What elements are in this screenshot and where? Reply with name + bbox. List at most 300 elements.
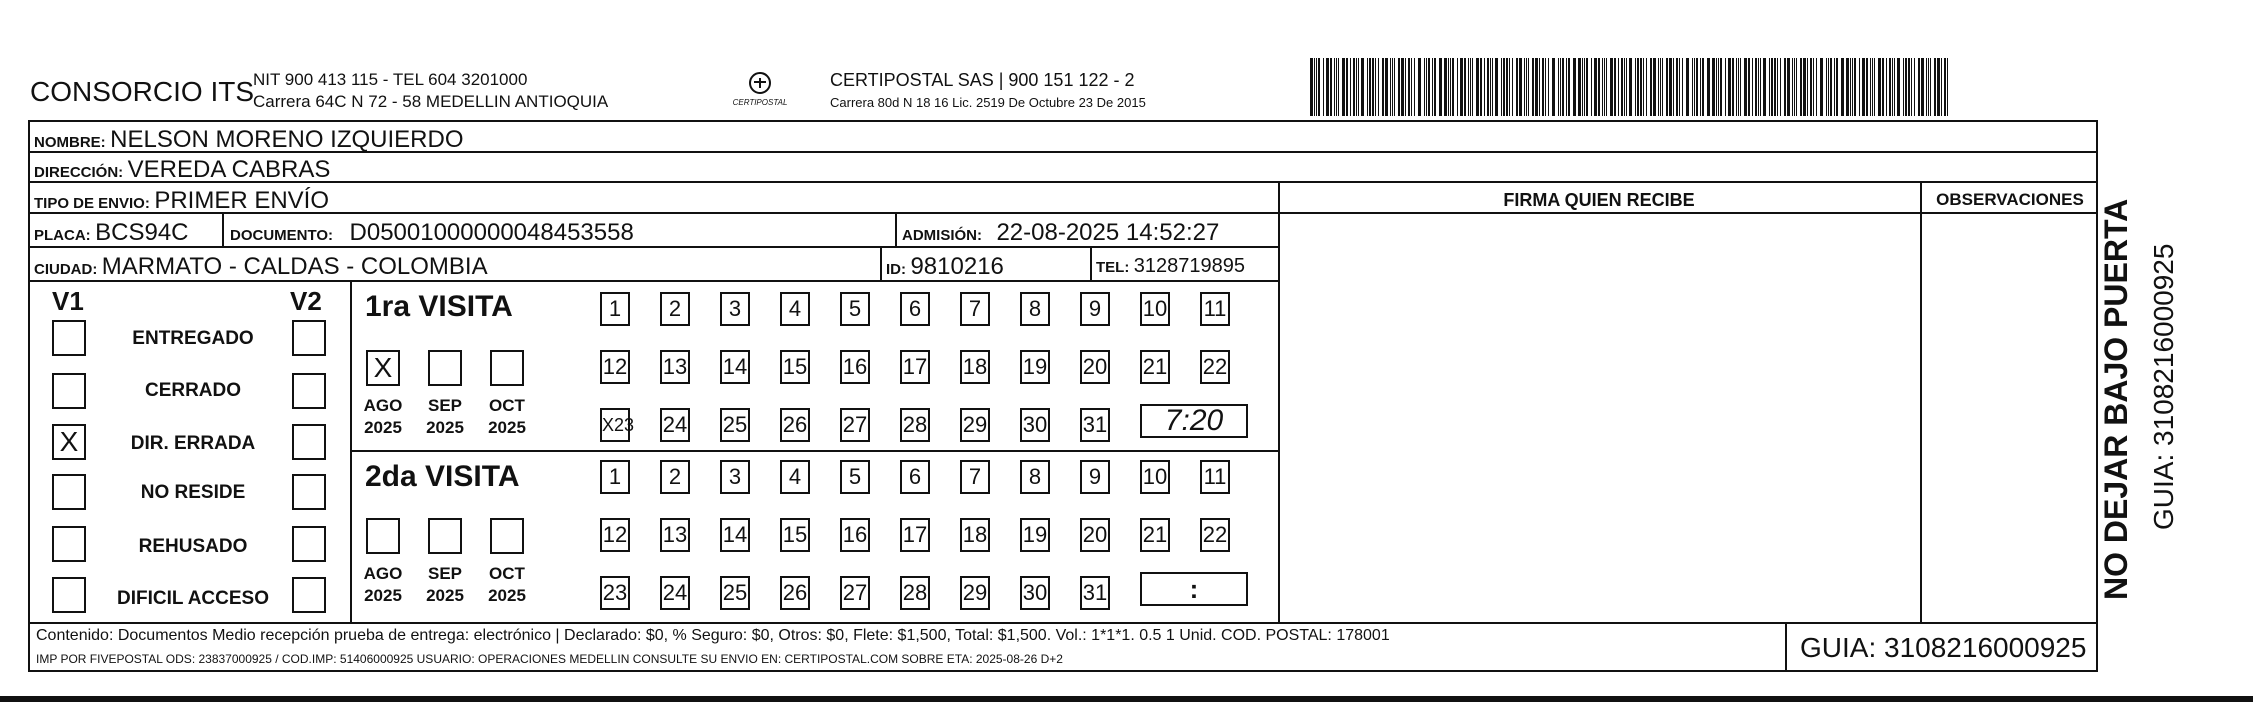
barcode-bar bbox=[1545, 58, 1546, 116]
visit2-day-31[interactable]: 31 bbox=[1080, 576, 1110, 610]
nombre-row bbox=[34, 126, 464, 154]
barcode-bar bbox=[1369, 58, 1371, 116]
visit2-day-22[interactable]: 22 bbox=[1200, 518, 1230, 552]
barcode bbox=[1310, 58, 1950, 116]
barcode-bar bbox=[1928, 58, 1929, 116]
visit2-day-28[interactable]: 28 bbox=[900, 576, 930, 610]
barcode-bar bbox=[1774, 58, 1776, 116]
v1-entregado-checkbox[interactable] bbox=[52, 320, 86, 356]
placa-label: PLACA: bbox=[34, 227, 91, 244]
barcode-bar bbox=[1604, 58, 1605, 116]
visit2-day-5[interactable]: 5 bbox=[840, 460, 870, 494]
visit1-day-28[interactable]: 28 bbox=[900, 408, 930, 442]
company-address: Carrera 64C N 72 - 58 MEDELLIN ANTIOQUIA bbox=[253, 92, 609, 111]
barcode-bar bbox=[1353, 58, 1355, 116]
v1-label: V1 bbox=[52, 286, 84, 316]
barcode-bar bbox=[1598, 58, 1600, 116]
visit2-day-13[interactable]: 13 bbox=[660, 518, 690, 552]
barcode-bar bbox=[1394, 58, 1395, 116]
visit1-month-sep-checkbox[interactable] bbox=[428, 350, 462, 386]
barcode-bar bbox=[1318, 58, 1320, 116]
barcode-bar bbox=[1676, 58, 1678, 116]
barcode-bar bbox=[1744, 58, 1747, 116]
barcode-bar bbox=[1810, 58, 1812, 116]
barcode-bar bbox=[1769, 58, 1770, 116]
firma-area[interactable] bbox=[1280, 214, 1918, 620]
barcode-bar bbox=[1760, 58, 1761, 116]
footer-print-info: IMP POR FIVEPOSTAL ODS: 23837000925 / COD.IMP: 51406000925 USUARIO: OPERACIONES MEDELLIN CONSULTE SU ENVIO EN: CERTIPOSTAL.COM SOBRE ETA: 2025-08-26 D+2 bbox=[36, 652, 1063, 666]
barcode-bar bbox=[1372, 58, 1374, 116]
carrier-license: Carrera 80d N 18 16 Lic. 2519 De Octubre 23 De 2015 bbox=[830, 95, 1146, 110]
barcode-bar bbox=[1926, 58, 1927, 116]
barcode-bar bbox=[1669, 58, 1672, 116]
barcode-bar bbox=[1385, 58, 1388, 116]
barcode-bar bbox=[1506, 58, 1508, 116]
barcode-bar bbox=[1346, 58, 1348, 116]
barcode-bar bbox=[1452, 58, 1454, 116]
barcode-bar bbox=[1792, 58, 1793, 116]
barcode-bar bbox=[1316, 58, 1317, 116]
barcode-bar bbox=[1894, 58, 1895, 116]
visit2-day-4[interactable]: 4 bbox=[780, 460, 810, 494]
documento-label: DOCUMENTO: bbox=[230, 227, 334, 244]
barcode-bar bbox=[1870, 58, 1871, 116]
barcode-bar bbox=[1326, 58, 1329, 116]
barcode-bar bbox=[1624, 58, 1625, 116]
barcode-bar bbox=[1424, 58, 1425, 116]
barcode-bar bbox=[1464, 58, 1466, 116]
company-name: CONSORCIO ITS bbox=[30, 76, 255, 107]
visit1-day-2[interactable]: 2 bbox=[660, 292, 690, 326]
visit2-day-19[interactable]: 19 bbox=[1020, 518, 1050, 552]
tel-label: TEL: bbox=[1096, 259, 1130, 276]
barcode-bar bbox=[1434, 58, 1436, 116]
observaciones-area[interactable] bbox=[1922, 214, 2096, 620]
visit1-month-oct-checkbox[interactable] bbox=[490, 350, 524, 386]
visit1-day-6[interactable]: 6 bbox=[900, 292, 930, 326]
barcode-bar bbox=[1830, 58, 1832, 116]
visit1-day-9[interactable]: 9 bbox=[1080, 292, 1110, 326]
barcode-bar bbox=[1428, 58, 1430, 116]
visit2-day-20[interactable]: 20 bbox=[1080, 518, 1110, 552]
visit1-day-21[interactable]: 21 bbox=[1140, 350, 1170, 384]
visit1-day-3[interactable]: 3 bbox=[720, 292, 750, 326]
barcode-bar bbox=[1635, 58, 1636, 116]
barcode-bar bbox=[1740, 58, 1741, 116]
barcode-bar bbox=[1653, 58, 1656, 116]
visit1-day-10[interactable]: 10 bbox=[1140, 292, 1170, 326]
barcode-bar bbox=[1310, 58, 1313, 116]
barcode-bar bbox=[1408, 58, 1410, 116]
barcode-bar bbox=[1889, 58, 1891, 116]
barcode-bar bbox=[1584, 58, 1585, 116]
visit2-day-23[interactable]: 23 bbox=[600, 576, 630, 610]
barcode-bar bbox=[1542, 58, 1544, 116]
visit1-day-13[interactable]: 13 bbox=[660, 350, 690, 384]
barcode-bar bbox=[1836, 58, 1838, 116]
barcode-bar bbox=[1426, 58, 1427, 116]
barcode-bar bbox=[1560, 58, 1561, 116]
v2-label: V2 bbox=[290, 286, 322, 316]
barcode-bar bbox=[1834, 58, 1835, 116]
barcode-bar bbox=[1748, 58, 1750, 116]
nombre-label: NOMBRE: bbox=[34, 134, 106, 151]
barcode-bar bbox=[1682, 58, 1683, 116]
barcode-bar bbox=[1777, 58, 1778, 116]
barcode-bar bbox=[1314, 58, 1315, 116]
barcode-bar bbox=[1758, 58, 1759, 116]
carrier-info: CERTIPOSTAL SAS | 900 151 122 - 2 bbox=[830, 70, 1135, 90]
admision-row bbox=[902, 219, 1219, 247]
ciudad-value: MARMATO - CALDAS - COLOMBIA bbox=[101, 253, 488, 280]
v2-dir-errada-checkbox[interactable] bbox=[292, 424, 326, 460]
visit2-day-24[interactable]: 24 bbox=[660, 576, 690, 610]
v2-cerrado-checkbox[interactable] bbox=[292, 373, 326, 409]
barcode-bar bbox=[1532, 58, 1534, 116]
barcode-bar bbox=[1470, 58, 1471, 116]
barcode-bar bbox=[1342, 58, 1345, 116]
v1-dificil-acceso-checkbox[interactable] bbox=[52, 577, 86, 613]
barcode-bar bbox=[1826, 58, 1827, 116]
barcode-bar bbox=[1914, 58, 1915, 116]
barcode-bar bbox=[1629, 58, 1632, 116]
logo-text: CERTIPOSTAL bbox=[732, 98, 788, 107]
barcode-bar bbox=[1503, 58, 1505, 116]
barcode-bar bbox=[1944, 58, 1946, 116]
status-cerrado: CERRADO bbox=[144, 380, 242, 401]
visit1-day-25[interactable]: 25 bbox=[720, 408, 750, 442]
barcode-bar bbox=[1679, 58, 1680, 116]
visit2-day-25[interactable]: 25 bbox=[720, 576, 750, 610]
barcode-bar bbox=[1700, 58, 1701, 116]
barcode-bar bbox=[1401, 58, 1404, 116]
visit1-day-5[interactable]: 5 bbox=[840, 292, 870, 326]
barcode-bar bbox=[1460, 58, 1463, 116]
barcode-bar bbox=[1480, 58, 1482, 116]
barcode-bar bbox=[1732, 58, 1734, 116]
visit1-day-15[interactable]: 15 bbox=[780, 350, 810, 384]
side-warning: NO DEJAR BAJO PUERTA bbox=[2098, 198, 2134, 600]
visit1-day-1[interactable]: 1 bbox=[600, 292, 630, 326]
barcode-bar bbox=[1862, 58, 1865, 116]
status-rehusado: REHUSADO bbox=[138, 536, 248, 557]
tel-row bbox=[1096, 255, 1245, 278]
visit2-day-6[interactable]: 6 bbox=[900, 460, 930, 494]
barcode-bar bbox=[1418, 58, 1421, 116]
barcode-bar bbox=[1330, 58, 1332, 116]
barcode-bar bbox=[1852, 58, 1853, 116]
barcode-bar bbox=[1850, 58, 1851, 116]
visit1-day-30[interactable]: 30 bbox=[1020, 408, 1050, 442]
barcode-bar bbox=[1606, 58, 1607, 116]
status-entregado: ENTREGADO bbox=[132, 328, 254, 349]
barcode-bar bbox=[1694, 58, 1695, 116]
visit2-day-7[interactable]: 7 bbox=[960, 460, 990, 494]
barcode-bar bbox=[1350, 58, 1351, 116]
v1-cerrado-checkbox[interactable] bbox=[52, 373, 86, 409]
barcode-bar bbox=[1602, 58, 1603, 116]
direccion-row bbox=[34, 156, 330, 184]
barcode-bar bbox=[1807, 58, 1808, 116]
barcode-bar bbox=[1594, 58, 1597, 116]
barcode-bar bbox=[1712, 58, 1715, 116]
visit1-month-oct-label: OCT 2025 bbox=[488, 396, 526, 437]
barcode-bar bbox=[1472, 58, 1473, 116]
visit2-day-9[interactable]: 9 bbox=[1080, 460, 1110, 494]
admision-value: 22-08-2025 14:52:27 bbox=[996, 219, 1220, 246]
v2-rehusado-checkbox[interactable] bbox=[292, 526, 326, 562]
visit1-day-18[interactable]: 18 bbox=[960, 350, 990, 384]
barcode-bar bbox=[1846, 58, 1849, 116]
barcode-bar bbox=[1803, 58, 1806, 116]
barcode-bar bbox=[1382, 58, 1384, 116]
ciudad-label: CIUDAD: bbox=[34, 261, 98, 278]
visit2-month-sep-checkbox[interactable] bbox=[428, 518, 462, 554]
barcode-bar bbox=[1780, 58, 1781, 116]
barcode-bar bbox=[1405, 58, 1406, 116]
visit1-day-12[interactable]: 12 bbox=[600, 350, 630, 384]
id-row bbox=[886, 253, 1004, 281]
barcode-bar bbox=[1367, 58, 1368, 116]
barcode-bar bbox=[1578, 58, 1581, 116]
barcode-bar bbox=[1414, 58, 1415, 116]
barcode-bar bbox=[1686, 58, 1689, 116]
visit2-month-ago-label: AGO 2025 bbox=[363, 564, 403, 605]
barcode-bar bbox=[1621, 58, 1623, 116]
barcode-bar bbox=[1487, 58, 1489, 116]
firma-label: FIRMA QUIEN RECIBE bbox=[1503, 190, 1695, 210]
visit1-day-4[interactable]: 4 bbox=[780, 292, 810, 326]
visit1-title: 1ra VISITA bbox=[365, 290, 513, 323]
barcode-bar bbox=[1586, 58, 1588, 116]
footer-contents: Contenido: Documentos Medio recepción prueba de entrega: electrónico | Declarado: $0, % Seguro: $0, Otros: $0, Flete: $1,500, Total: $1,500. Vol.: 1*1*1. 0.5 1 Unid. COD. POSTAL: 178001 bbox=[36, 627, 1390, 644]
tipo-value: PRIMER ENVÍO bbox=[154, 187, 330, 214]
visit2-day-17[interactable]: 17 bbox=[900, 518, 930, 552]
barcode-bar bbox=[1828, 58, 1829, 116]
barcode-bar bbox=[1552, 58, 1555, 116]
v1-rehusado-checkbox[interactable] bbox=[52, 526, 86, 562]
visit1-day-20[interactable]: 20 bbox=[1080, 350, 1110, 384]
barcode-bar bbox=[1501, 58, 1502, 116]
barcode-bar bbox=[1582, 58, 1583, 116]
barcode-bar bbox=[1921, 58, 1924, 116]
barcode-bar bbox=[1905, 58, 1907, 116]
visit1-day-17[interactable]: 17 bbox=[900, 350, 930, 384]
visit1-day-8[interactable]: 8 bbox=[1020, 292, 1050, 326]
barcode-bar bbox=[1490, 58, 1491, 116]
barcode-bar bbox=[1725, 58, 1726, 116]
barcode-bar bbox=[1859, 58, 1860, 116]
barcode-bar bbox=[1752, 58, 1753, 116]
barcode-bar bbox=[1800, 58, 1802, 116]
barcode-bar bbox=[1334, 58, 1335, 116]
visit2-title: 2da VISITA bbox=[365, 460, 520, 493]
placa-row bbox=[34, 219, 189, 247]
visit2-day-12[interactable]: 12 bbox=[600, 518, 630, 552]
barcode-bar bbox=[1755, 58, 1757, 116]
visit2-day-16[interactable]: 16 bbox=[840, 518, 870, 552]
barcode-bar bbox=[1323, 58, 1324, 116]
barcode-bar bbox=[1457, 58, 1458, 116]
visit2-day-30[interactable]: 30 bbox=[1020, 576, 1050, 610]
id-label: ID: bbox=[886, 261, 906, 278]
barcode-bar bbox=[1476, 58, 1479, 116]
ciudad-row bbox=[34, 253, 488, 281]
visit1-day-27[interactable]: 27 bbox=[840, 408, 870, 442]
visit1-day-31[interactable]: 31 bbox=[1080, 408, 1110, 442]
barcode-bar bbox=[1468, 58, 1469, 116]
visit2-day-1[interactable]: 1 bbox=[600, 460, 630, 494]
visit1-day-29[interactable]: 29 bbox=[960, 408, 990, 442]
barcode-bar bbox=[1646, 58, 1647, 116]
barcode-bar bbox=[1934, 58, 1936, 116]
barcode-bar bbox=[1738, 58, 1739, 116]
barcode-bar bbox=[1660, 58, 1661, 116]
visit1-month-sep-label: SEP 2025 bbox=[426, 396, 464, 437]
barcode-bar bbox=[1816, 58, 1817, 116]
barcode-bar bbox=[1878, 58, 1881, 116]
barcode-bar bbox=[1882, 58, 1884, 116]
visit2-day-10[interactable]: 10 bbox=[1140, 460, 1170, 494]
visit2-day-15[interactable]: 15 bbox=[780, 518, 810, 552]
barcode-bar bbox=[1444, 58, 1447, 116]
barcode-bar bbox=[1911, 58, 1912, 116]
visit1-month-ago-checkbox[interactable]: X bbox=[366, 350, 400, 386]
barcode-bar bbox=[1886, 58, 1887, 116]
visit1-day-23[interactable]: X23 bbox=[600, 408, 630, 442]
barcode-bar bbox=[1720, 58, 1722, 116]
barcode-bar bbox=[1841, 58, 1844, 116]
visit2-day-11[interactable]: 11 bbox=[1200, 460, 1230, 494]
barcode-bar bbox=[1562, 58, 1564, 116]
visit2-day-29[interactable]: 29 bbox=[960, 576, 990, 610]
barcode-bar bbox=[1903, 58, 1904, 116]
barcode-bar bbox=[1484, 58, 1485, 116]
admision-label: ADMISIÓN: bbox=[902, 227, 982, 244]
visit2-day-27[interactable]: 27 bbox=[840, 576, 870, 610]
barcode-bar bbox=[1526, 58, 1527, 116]
barcode-bar bbox=[1897, 58, 1900, 116]
visit2-day-14[interactable]: 14 bbox=[720, 518, 750, 552]
barcode-bar bbox=[1908, 58, 1910, 116]
barcode-bar bbox=[1358, 58, 1359, 116]
visit2-month-ago-checkbox[interactable] bbox=[366, 518, 400, 554]
visit2-time-field[interactable]: : bbox=[1140, 572, 1248, 606]
barcode-bar bbox=[1892, 58, 1893, 116]
tel-value: 3128719895 bbox=[1133, 255, 1246, 277]
documento-value: D05001000000048453558 bbox=[349, 219, 634, 246]
barcode-bar bbox=[1784, 58, 1786, 116]
status-no-reside: NO RESIDE bbox=[140, 482, 246, 503]
barcode-bar bbox=[1495, 58, 1498, 116]
visit1-day-19[interactable]: 19 bbox=[1020, 350, 1050, 384]
barcode-bar bbox=[1566, 58, 1567, 116]
visit1-day-11[interactable]: 11 bbox=[1200, 292, 1230, 326]
barcode-bar bbox=[1673, 58, 1674, 116]
placa-value: BCS94C bbox=[95, 219, 189, 246]
barcode-bar bbox=[1796, 58, 1797, 116]
barcode-bar bbox=[1736, 58, 1737, 116]
barcode-bar bbox=[1338, 58, 1339, 116]
barcode-bar bbox=[1874, 58, 1875, 116]
barcode-bar bbox=[1728, 58, 1731, 116]
visit2-month-oct-checkbox[interactable] bbox=[490, 518, 524, 554]
visit1-month-ago-label: AGO 2025 bbox=[363, 396, 403, 437]
tipo-row bbox=[34, 187, 329, 215]
v2-entregado-checkbox[interactable] bbox=[292, 320, 326, 356]
barcode-bar bbox=[1941, 58, 1942, 116]
visit1-day-26[interactable]: 26 bbox=[780, 408, 810, 442]
barcode-bar bbox=[1707, 58, 1710, 116]
visit2-day-26[interactable]: 26 bbox=[780, 576, 810, 610]
footer-guia: GUIA: 3108216000925 bbox=[1800, 632, 2087, 663]
v1-no-reside-checkbox[interactable] bbox=[52, 474, 86, 510]
barcode-bar bbox=[1378, 58, 1379, 116]
visit1-day-7[interactable]: 7 bbox=[960, 292, 990, 326]
barcode-bar bbox=[1375, 58, 1376, 116]
direccion-label: DIRECCIÓN: bbox=[34, 164, 124, 181]
barcode-bar bbox=[1872, 58, 1873, 116]
barcode-bar bbox=[1937, 58, 1940, 116]
barcode-bar bbox=[1626, 58, 1627, 116]
barcode-bar bbox=[1716, 58, 1717, 116]
observaciones-label: OBSERVACIONES bbox=[1936, 190, 2084, 209]
barcode-bar bbox=[1568, 58, 1570, 116]
barcode-bar bbox=[1573, 58, 1576, 116]
barcode-bar bbox=[1411, 58, 1412, 116]
barcode-bar bbox=[1763, 58, 1766, 116]
barcode-bar bbox=[1918, 58, 1920, 116]
visit1-day-14[interactable]: 14 bbox=[720, 350, 750, 384]
barcode-bar bbox=[1610, 58, 1613, 116]
visit1-day-24[interactable]: 24 bbox=[660, 408, 690, 442]
visit2-day-3[interactable]: 3 bbox=[720, 460, 750, 494]
barcode-bar bbox=[1450, 58, 1451, 116]
barcode-bar bbox=[1512, 58, 1513, 116]
visit2-day-2[interactable]: 2 bbox=[660, 460, 690, 494]
documento-row bbox=[230, 219, 634, 247]
v1-dir-errada-checkbox[interactable]: X bbox=[52, 424, 86, 460]
barcode-bar bbox=[1658, 58, 1659, 116]
visit1-day-22[interactable]: 22 bbox=[1200, 350, 1230, 384]
barcode-bar bbox=[1390, 58, 1391, 116]
barcode-bar bbox=[1558, 58, 1559, 116]
side-guia: GUIA: 3108216000925 bbox=[2148, 243, 2179, 530]
barcode-bar bbox=[1591, 58, 1592, 116]
barcode-bar bbox=[1528, 58, 1529, 116]
barcode-bar bbox=[1439, 58, 1442, 116]
visit1-day-16[interactable]: 16 bbox=[840, 350, 870, 384]
barcode-bar bbox=[1398, 58, 1400, 116]
barcode-bar bbox=[1509, 58, 1510, 116]
barcode-bar bbox=[1643, 58, 1644, 116]
barcode-bar bbox=[1448, 58, 1449, 116]
barcode-bar bbox=[1432, 58, 1433, 116]
barcode-bar bbox=[1614, 58, 1616, 116]
visit2-month-oct-label: OCT 2025 bbox=[488, 564, 526, 605]
barcode-bar bbox=[1866, 58, 1868, 116]
visit1-time-field[interactable]: 7:20 bbox=[1140, 404, 1248, 438]
visit2-day-21[interactable]: 21 bbox=[1140, 518, 1170, 552]
company-nit: NIT 900 413 115 - TEL 604 3201000 bbox=[253, 70, 528, 89]
barcode-bar bbox=[1702, 58, 1704, 116]
v2-dificil-acceso-checkbox[interactable] bbox=[292, 577, 326, 613]
status-dificil-acceso: DIFICIL ACCESO bbox=[116, 588, 269, 609]
visit2-day-18[interactable]: 18 bbox=[960, 518, 990, 552]
v2-no-reside-checkbox[interactable] bbox=[292, 474, 326, 510]
visit2-day-8[interactable]: 8 bbox=[1020, 460, 1050, 494]
barcode-bar bbox=[1640, 58, 1642, 116]
